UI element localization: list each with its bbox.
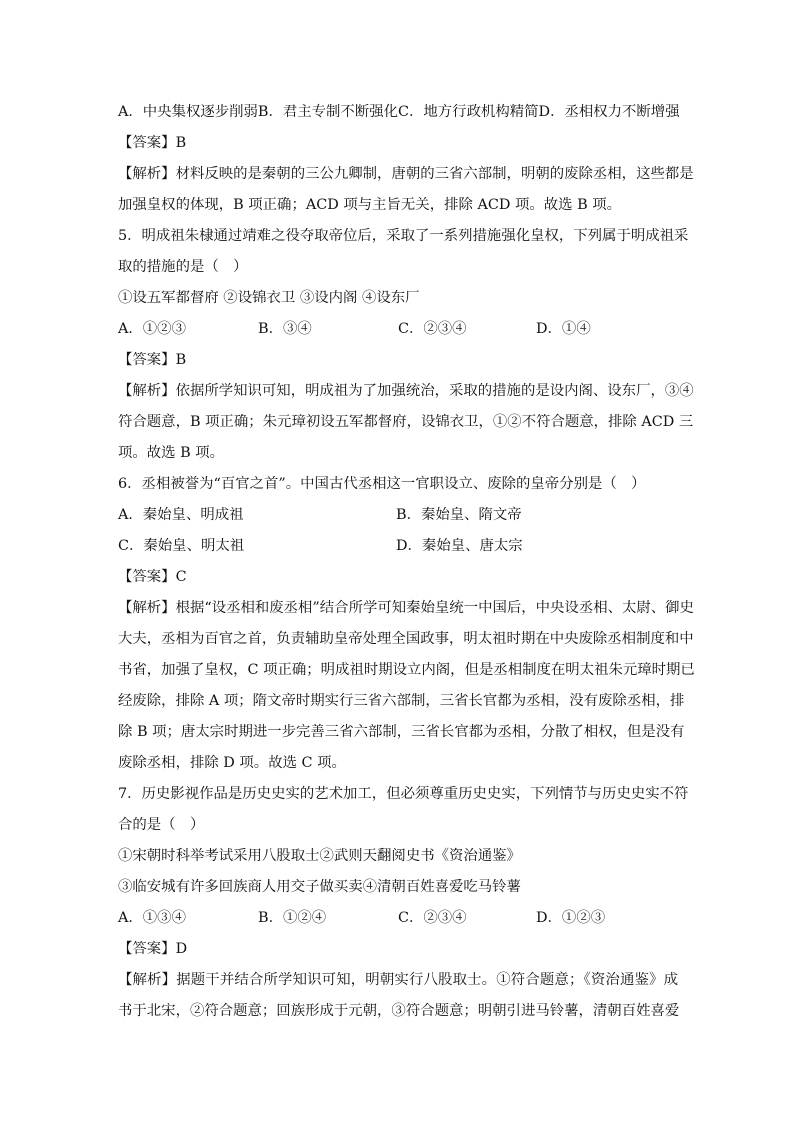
- q6-option-c: C．秦始皇、明太祖: [118, 538, 245, 554]
- q5-option-a: A．①②③: [118, 321, 186, 337]
- q6-analysis-line-1: 【解析】根据“设丞相和废丞相”结合所学可知秦始皇统一中国后，中央设丞相、太尉、御史: [118, 600, 694, 616]
- q5-answer: 【答案】B: [118, 352, 187, 368]
- q6-option-a: A．秦始皇、明成祖: [118, 507, 244, 523]
- q6-analysis-line-5: 除 B 项；唐太宗时期进一步完善三省六部制，三省长官都为丞相，分散了相权，但是没有: [118, 724, 685, 740]
- q5-stem-line-1: 5．明成祖朱棣通过靖难之役夺取帝位后，采取了一系列措施强化皇权，下列属于明成祖采: [118, 228, 689, 244]
- q4-analysis-line-1: 【解析】材料反映的是秦朝的三公九卿制，唐朝的三省六部制，明朝的废除丞相，这些都是: [118, 166, 694, 182]
- q5-option-c: C．②③④: [398, 321, 467, 337]
- q7-analysis-line-2: 书于北宋，②符合题意；回族形成于元朝，③符合题意；明朝引进马铃薯，清朝百姓喜爱: [118, 1003, 680, 1019]
- q6-analysis-line-6: 废除丞相，排除 D 项。故选 C 项。: [118, 755, 346, 771]
- q5-analysis-line-1: 【解析】依据所学知识可知，明成祖为了加强统治，采取的措施的是设内阁、设东厂，③④: [118, 383, 694, 399]
- q7-answer: 【答案】D: [118, 941, 188, 957]
- q6-stem: 6．丞相被誉为“百官之首”。中国古代丞相这一官职设立、废除的皇帝分别是（ ）: [118, 476, 646, 492]
- q4-answer: 【答案】B: [118, 135, 187, 151]
- q6-answer: 【答案】C: [118, 569, 187, 585]
- q5-analysis-line-3: 项。故选 B 项。: [118, 445, 225, 461]
- q7-option-c: C．②③④: [398, 910, 467, 926]
- q5-statements: ①设五军都督府 ②设锦衣卫 ③设内阁 ④设东厂: [118, 290, 420, 306]
- q6-option-b: B．秦始皇、隋文帝: [396, 507, 522, 523]
- q4-analysis-line-2: 加强皇权的体现，B 项正确；ACD 项与主旨无关，排除 ACD 项。故选 B 项。: [118, 197, 622, 213]
- q5-stem-line-2: 取的措施的是（ ）: [118, 259, 248, 275]
- q6-analysis-line-3: 书省，加强了皇权，C 项正确；明成祖时期设立内阁，但是丞相制度在明太祖朱元璋时期已: [118, 662, 695, 678]
- q7-stem-line-2: 合的是（ ）: [118, 817, 205, 833]
- q7-option-d: D．①②③: [536, 910, 606, 926]
- q4-options: A．中央集权逐步削弱B．君主专制不断强化C．地方行政机构精简D．丞相权力不断增强: [118, 104, 680, 120]
- q7-statements-line-2: ③临安城有许多回族商人用交子做买卖④清朝百姓喜爱吃马铃薯: [118, 879, 521, 895]
- q7-stem-line-1: 7．历史影视作品是历史史实的艺术加工，但必须尊重历史史实，下列情节与历史史实不符: [118, 786, 689, 802]
- q5-option-b: B．③④: [258, 321, 312, 337]
- q7-analysis-line-1: 【解析】据题干并结合所学知识可知，明朝实行八股取士。①符合题意；《资治通鉴》成: [118, 972, 678, 988]
- q6-analysis-line-2: 大夫，丞相为百官之首，负责辅助皇帝处理全国政事，明太祖时期在中央废除丞相制度和中: [118, 631, 694, 647]
- q7-option-b: B．①②④: [258, 910, 327, 926]
- q5-analysis-line-2: 符合题意，B 项正确；朱元璋初设五军都督府，设锦衣卫，①②不符合题意，排除 ACD 三: [118, 414, 694, 430]
- q7-statements-line-1: ①宋朝时科举考试采用八股取士②武则天翻阅史书《资治通鉴》: [118, 848, 521, 864]
- q6-option-d: D．秦始皇、唐太宗: [396, 538, 523, 554]
- q5-option-d: D．①④: [536, 321, 591, 337]
- q6-analysis-line-4: 经废除，排除 A 项；隋文帝时期实行三省六部制，三省长官都为丞相，没有废除丞相，排: [118, 693, 685, 709]
- q7-option-a: A．①③④: [118, 910, 186, 926]
